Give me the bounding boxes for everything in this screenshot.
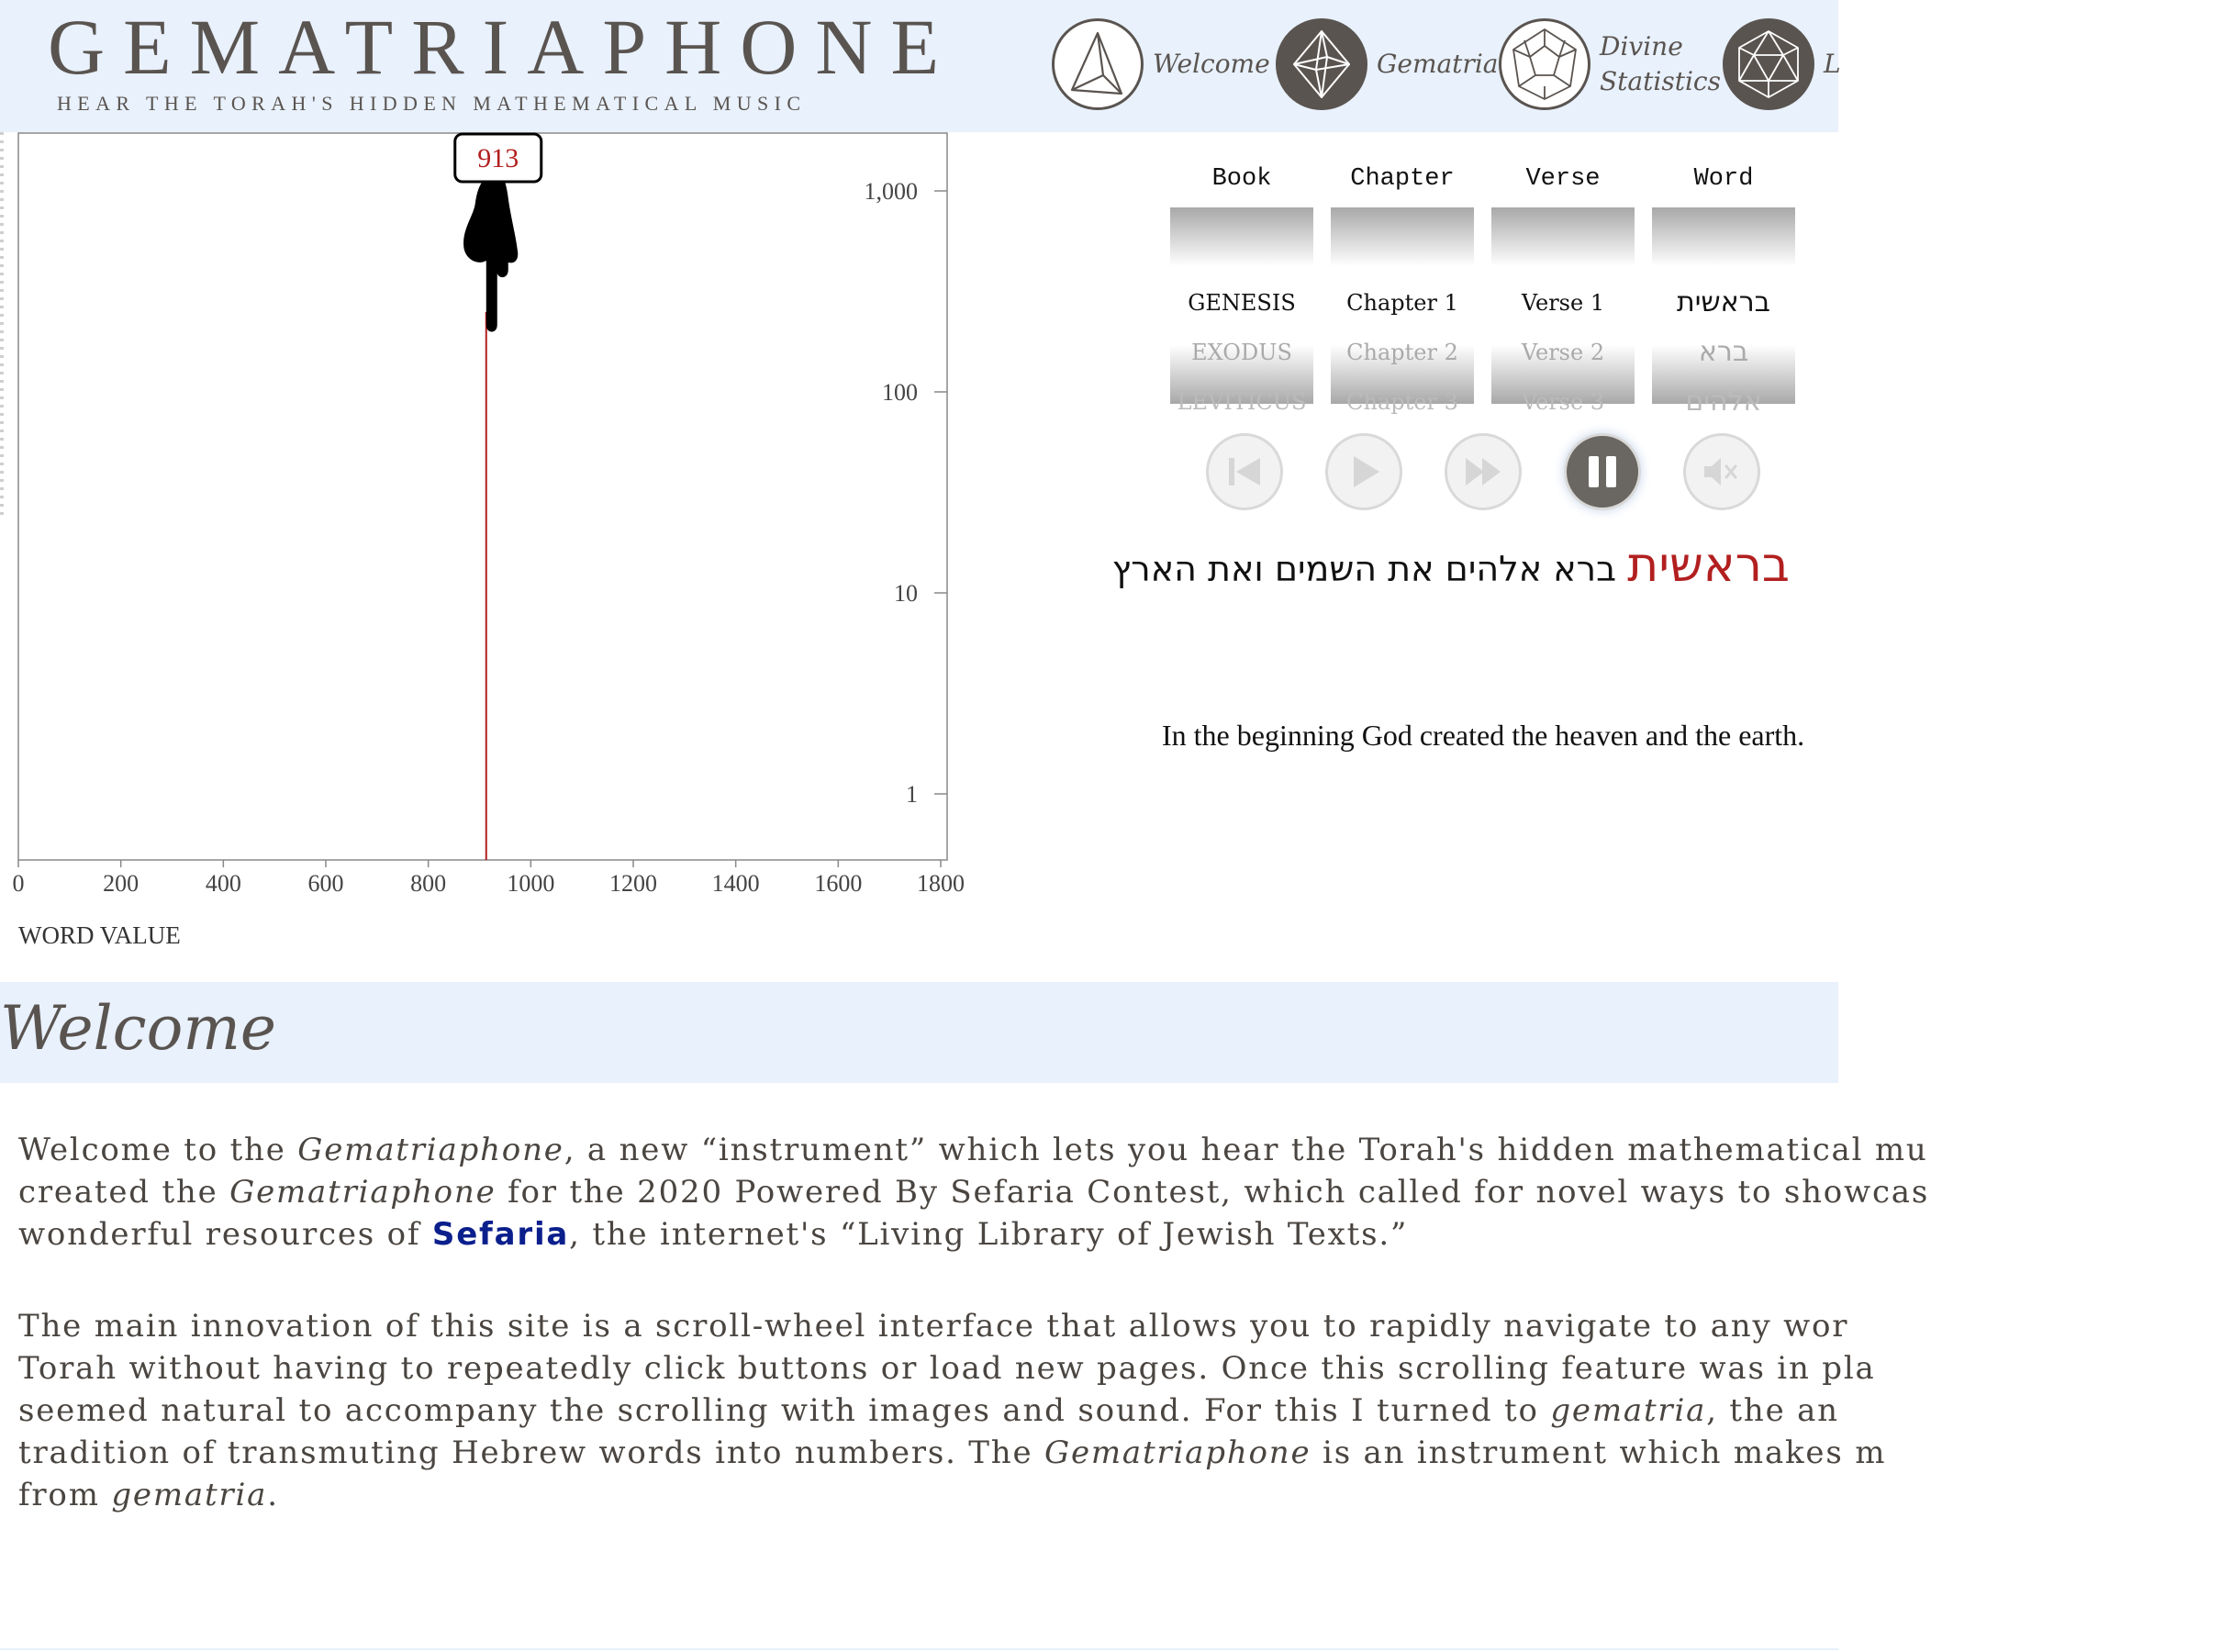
x-axis-title: WORD VALUE: [18, 921, 181, 949]
verse-selector-header: Verse: [1525, 165, 1601, 193]
chapter-selector-header: Chapter: [1350, 165, 1455, 193]
chapter-current[interactable]: Chapter 1: [1346, 290, 1458, 316]
welcome-heading: Welcome: [0, 993, 276, 1064]
word-current[interactable]: בראשית: [1676, 286, 1770, 318]
verse-next2[interactable]: Verse 3: [1521, 389, 1605, 415]
nav-divine-label-line2[interactable]: Statistics: [1600, 66, 1721, 96]
current-value-label: [455, 134, 541, 182]
verse-wheel[interactable]: [1491, 207, 1635, 415]
word-next2[interactable]: אלהים: [1685, 385, 1762, 418]
x-tick-label: 1200: [609, 870, 657, 897]
welcome-body: [18, 1129, 2221, 1566]
word-wheel[interactable]: [1652, 207, 1795, 418]
nav-divine-label-line1[interactable]: Divine: [1600, 31, 1683, 61]
word-selector-header: Word: [1693, 165, 1754, 193]
site-title[interactable]: GEMATRIAPHONE: [48, 3, 957, 91]
y-tick-label: 1: [906, 781, 918, 808]
y-tick-label: 1,000: [864, 178, 918, 205]
site-header: [0, 0, 1841, 132]
octahedron-icon[interactable]: [1276, 18, 1367, 110]
nav-item-cut-off[interactable]: [1723, 17, 1841, 112]
x-tick-label: 1000: [507, 870, 555, 897]
verse-current[interactable]: Verse 1: [1521, 290, 1605, 316]
tetrahedron-icon[interactable]: [1052, 18, 1144, 110]
x-tick-label: 800: [410, 870, 447, 897]
x-tick-label: 1800: [917, 870, 965, 897]
hebrew-verse: [1111, 538, 1790, 593]
pause-button[interactable]: [1564, 433, 1641, 510]
x-tick-label: 200: [103, 870, 140, 897]
skip-back-icon: [1220, 447, 1269, 497]
book-selector-header: Book: [1211, 165, 1272, 193]
nav-welcome[interactable]: [1052, 17, 1270, 112]
welcome-paragraph-1: Welcome to the Gematriaphone, a new “instrument” which lets you hear the Torah's hidden mathematical mu created the Gematriaphone for the 2020 Powered By Sefaria Contest, which called for novel ways to showcas wonderful resources of Sefaria, the internet's “Living Library of Jewish Texts.”: [18, 1132, 1930, 1253]
nav-gematria[interactable]: [1276, 17, 1498, 112]
hebrew-verse-rest: ברא אלהים את השמים ואת הארץ: [1111, 549, 1617, 589]
site-tagline: HEAR THE TORAH'S HIDDEN MATHEMATICAL MUSIC: [57, 92, 807, 115]
icosahedron-icon[interactable]: [1723, 18, 1814, 110]
chapter-next2[interactable]: Chapter 3: [1346, 389, 1458, 415]
sefaria-link[interactable]: Sefaria: [431, 1216, 570, 1253]
pause-icon: [1578, 447, 1627, 497]
chart-canvas[interactable]: [0, 132, 1010, 958]
x-tick-label: 0: [12, 870, 25, 897]
bottom-divider: [0, 1648, 1838, 1650]
y-tick-label: 100: [882, 379, 918, 406]
nav-welcome-label[interactable]: Welcome: [1153, 49, 1270, 79]
x-tick-label: 400: [205, 870, 241, 897]
nav-cut-off-label[interactable]: L: [1824, 49, 1841, 79]
book-next2[interactable]: LEVITICUS: [1177, 389, 1307, 415]
y-tick-label: 10: [894, 580, 918, 607]
play-icon: [1339, 447, 1389, 497]
welcome-paragraph-2: The main innovation of this site is a scroll-wheel interface that allows you to rapidly navigate to any wor Torah without having to repeatedly click buttons or load new pages. Once this scrolling feature was in pla seemed natural to accompany the scrolling with images and sound. For this I turned to gematria, the an tradition of transmuting Hebrew words into numbers. The Gematriaphone is an instrument which makes m from gematria.: [18, 1308, 1887, 1513]
current-value-text: 913: [477, 143, 519, 173]
chapter-wheel[interactable]: [1331, 207, 1474, 415]
dodecahedron-icon[interactable]: [1499, 18, 1590, 110]
x-axis: [13, 860, 965, 897]
hebrew-current-word: בראשית: [1627, 538, 1790, 593]
x-tick-label: 1600: [814, 870, 863, 897]
play-button[interactable]: [1325, 433, 1402, 510]
word-value-chart[interactable]: [0, 132, 1010, 958]
nav-gematria-label[interactable]: Gematria: [1377, 49, 1499, 79]
nav-divine-statistics-label[interactable]: [1600, 29, 1721, 99]
word-next[interactable]: ברא: [1698, 336, 1749, 368]
mute-icon: [1697, 447, 1747, 497]
mute-button[interactable]: [1683, 433, 1760, 510]
book-current[interactable]: GENESIS: [1188, 290, 1296, 316]
nav-divine-statistics[interactable]: [1499, 17, 1721, 112]
chapter-next[interactable]: Chapter 2: [1346, 340, 1458, 365]
book-next[interactable]: EXODUS: [1191, 340, 1292, 365]
fast-forward-icon: [1458, 447, 1508, 497]
verse-next[interactable]: Verse 2: [1521, 340, 1605, 365]
x-tick-label: 600: [307, 870, 344, 897]
book-wheel[interactable]: [1170, 207, 1313, 415]
fast-forward-button[interactable]: [1445, 433, 1522, 510]
english-translation: In the beginning God created the heaven and the earth.: [1162, 719, 1805, 752]
x-tick-label: 1400: [711, 870, 760, 897]
skip-back-button[interactable]: [1206, 433, 1283, 510]
